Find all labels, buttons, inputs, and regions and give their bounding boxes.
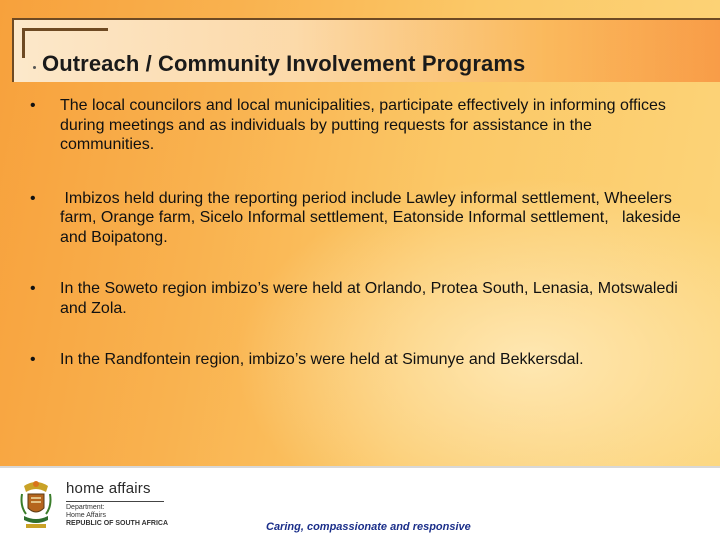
bullet-mark: •: [30, 97, 36, 114]
logo-country: REPUBLIC OF SOUTH AFRICA: [66, 520, 169, 527]
bullet-list: [28, 96, 688, 370]
bullet-item: [28, 96, 688, 155]
bullet-mark: •: [30, 351, 36, 368]
bullet-text: In the Randfontein region, imbizo’s were held at Simunye and Bekkersdal.: [60, 351, 584, 368]
bullet-text: The local councilors and local municipalities, participate effectively in informing offices during meetings and as individuals by putting requests for assistance in the communities.: [60, 97, 666, 153]
logo-rule: [66, 501, 164, 502]
bullet-text: In the Soweto region imbizo’s were held at Orlando, Protea South, Lenasia, Motswaledi and Zola.: [60, 280, 678, 317]
bullet-text: Imbizos held during the reporting period include Lawley informal settlement, Wheelers farm, Orange farm, Sicelo Informal settlement, Eatonside Informal settlement, lakeside and Boipatong.: [60, 189, 686, 246]
footer: [0, 466, 720, 540]
footer-divider: [0, 466, 720, 468]
logo-department-name: Home Affairs: [66, 512, 106, 519]
coat-of-arms-icon: [16, 476, 56, 532]
bullet-mark: •: [30, 280, 36, 297]
bullet-mark: •: [30, 189, 36, 207]
footer-tagline: Caring, compassionate and responsive: [266, 521, 471, 533]
bullet-item: [28, 189, 688, 248]
bullet-item: [28, 279, 688, 318]
title-frame-tick: [22, 28, 25, 58]
slide-title: Outreach / Community Involvement Programs: [42, 51, 526, 76]
title-bullet-dot: [33, 66, 36, 69]
bullet-item: [28, 350, 688, 370]
logo-wordmark: home affairs: [66, 480, 151, 497]
logo-department-label: Department:: [66, 504, 105, 511]
title-frame-corner: [22, 28, 108, 31]
